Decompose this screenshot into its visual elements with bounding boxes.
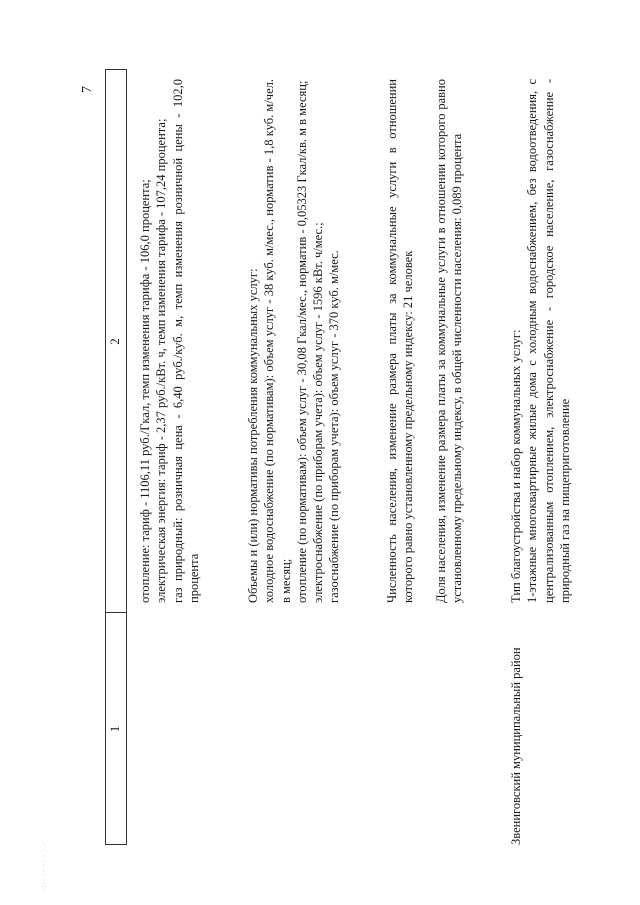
table-header-bottom-rule	[126, 69, 127, 845]
population-share-block	[433, 79, 466, 603]
municipality-name: Звениговский муниципальный район	[509, 647, 523, 845]
amenities-heading: Тип благоустройства и набор коммунальных услуг:	[509, 329, 523, 603]
tariff-electricity: электрическая энергия: тариф - 2,37 руб./кВт. ч, темп изменения тарифа - 107,24 процента;	[154, 118, 169, 603]
scan-noise-mark: ·:·· ·· ·. · ·.·	[40, 841, 48, 891]
tariffs-block	[137, 79, 202, 603]
volumes-heading: Объемы и (или) нормативы потребления коммунальных услуг:	[246, 268, 260, 603]
amenities-block	[508, 79, 573, 603]
tariff-gas: газ природный: розничная цена - 6,40 руб./куб. м, темп изменения розничной цены - 102,0 процента	[170, 79, 201, 603]
population-share-text: Доля населения, изменение размера платы за коммунальные услуги в отношении которого равно установленному предельному индексу, в общей численности населения: 0,089 процента	[434, 79, 465, 603]
volumes-block	[245, 79, 343, 603]
column-header-1: 1	[107, 725, 122, 733]
volume-heating: отопление (по нормативам): объем услуг - 30,08 Гкал/мес., норматив - 0,05323 Гкал/кв. м в месяц;	[294, 80, 309, 603]
population-count-text: Численность населения, изменение размера платы за коммунальные услуги в отношении которого равно установленному предельному индексу: 21 человек	[385, 79, 416, 603]
amenities-description: 1-этажные многоквартирные жилые дома с холодным водоснабжением, без водоотведения, с централизованным отоплением, электроснабжение - городское население, газоснабжение - природный газ на пищеприготовление	[525, 79, 572, 603]
population-count-block	[384, 79, 417, 603]
page-number: 7	[80, 86, 95, 93]
tariff-heating: отопление: тариф - 1106,11 руб./Гкал, темп изменения тарифа - 106,0 процента;	[138, 179, 152, 603]
column-header-2: 2	[107, 338, 122, 345]
table-header-top-rule	[105, 69, 106, 845]
volume-cold-water: холодное водоснабжение (по нормативам): объем услуг - 38 куб. м/мес., норматив - 1,8 куб. м/чел. в месяц;	[262, 79, 293, 603]
volume-gas: газоснабжение (по приборам учета): объем услуг - 370 куб. м/мес.	[327, 250, 342, 603]
volume-electricity: электроснабжение (по приборам учета): объем услуг - 1596 кВт. ч/мес.;	[311, 222, 326, 603]
